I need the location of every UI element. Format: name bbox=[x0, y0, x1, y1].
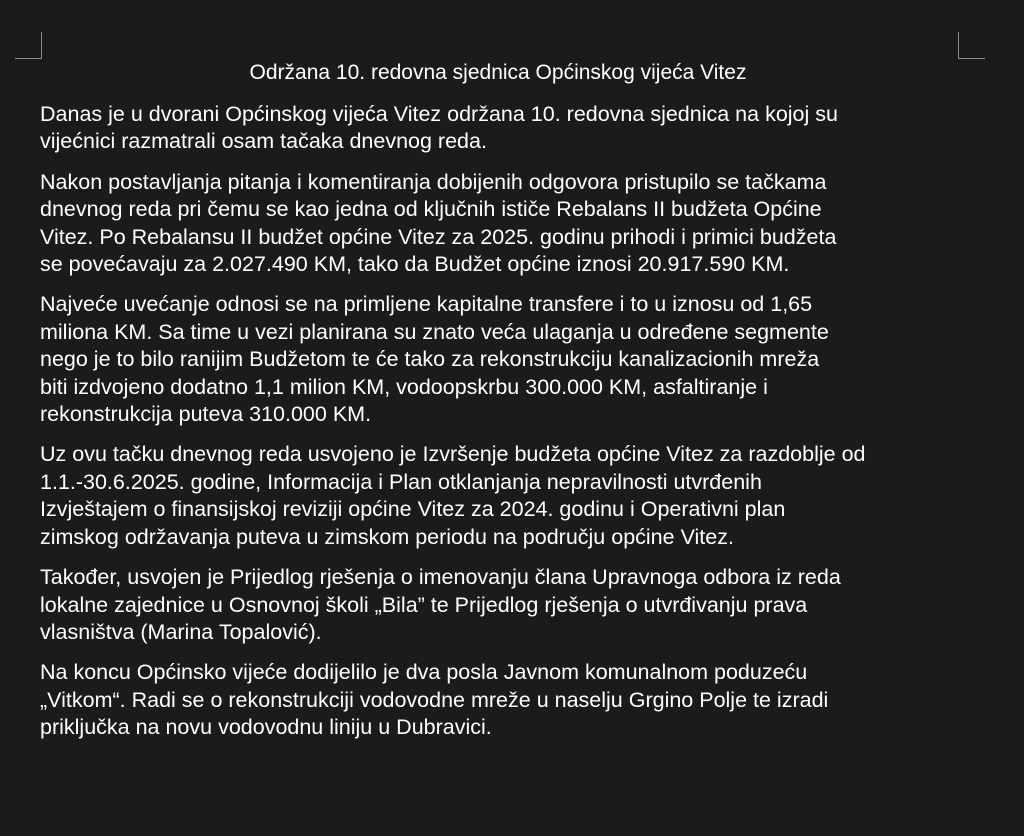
paragraph-line: biti izdvojeno dodatno 1,1 milion KM, vodoopskrbu 300.000 KM, asfaltiranje i bbox=[40, 374, 768, 399]
paragraph-line: se povećavaju za 2.027.490 KM, tako da Budžet općine iznosi 20.917.590 KM. bbox=[40, 252, 790, 277]
paragraph-line: Danas je u dvorani Općinskog vijeća Vitez održana 10. redovna sjednica na kojoj su bbox=[40, 102, 838, 126]
paragraph-line: Najveće uvećanje odnosi se na primljene kapitalne transfere i to u iznosu od 1,65 bbox=[40, 292, 813, 317]
paragraph-line: nego je to bilo ranijim Budžetom te će tako za rekonstrukciju kanalizacionih mreža bbox=[40, 347, 820, 372]
crop-mark-top-left bbox=[15, 32, 42, 59]
paragraph-line: Uz ovu tačku dnevnog reda usvojeno je Izvršenje budžeta općine Vitez za razdoblje od bbox=[40, 442, 866, 467]
paragraph-line: „Vitkom“. Radi se o rekonstrukciji vodovodne mreže u naselju Grgino Polje te izradi bbox=[40, 687, 829, 712]
paragraph-line: lokalne zajednice u Osnovnoj školi „Bila” te Prijedlog rješenja o utvrđivanju prava bbox=[40, 592, 808, 617]
document-title: Održana 10. redovna sjednica Općinskog vijeća Vitez bbox=[249, 61, 747, 84]
paragraph-2 bbox=[40, 169, 995, 279]
paragraph-line: zimskog održavanja puteva u zimskom periodu na području općine Vitez. bbox=[40, 524, 734, 549]
paragraph-line: Na koncu Općinsko vijeće dodijelilo je dva posla Javnom komunalnom poduzeću bbox=[40, 660, 808, 685]
paragraph-line: 1.1.-30.6.2025. godine, Informacija i Plan otklanjanja nepravilnosti utvrđenih bbox=[40, 469, 762, 494]
paragraph-3 bbox=[40, 291, 995, 428]
paragraph-5 bbox=[40, 564, 995, 646]
crop-mark-top-right bbox=[958, 32, 985, 59]
paragraph-line: vlasništva (Marina Topalović). bbox=[40, 619, 322, 644]
paragraph-line: priključka na novu vodovodnu liniju u Dubravici. bbox=[40, 715, 492, 740]
paragraph-line: rekonstrukcija puteva 310.000 KM. bbox=[40, 402, 372, 427]
paragraph-4 bbox=[40, 441, 995, 551]
paragraph-6 bbox=[40, 659, 995, 741]
paragraph-1 bbox=[40, 101, 995, 156]
paragraph-line: vijećnici razmatrali osam tačaka dnevnog reda. bbox=[40, 129, 487, 154]
paragraph-line: Nakon postavljanja pitanja i komentiranja dobijenih odgovora pristupilo se tačkama bbox=[40, 169, 827, 194]
paragraph-line: Također, usvojen je Prijedlog rješenja o imenovanju člana Upravnoga odbora iz reda bbox=[40, 565, 841, 590]
paragraph-line: miliona KM. Sa time u vezi planirana su znato veća ulaganja u određene segmente bbox=[40, 319, 829, 344]
paragraph-line: Izvještajem o finansijskoj reviziji općine Vitez za 2024. godinu i Operativni plan bbox=[40, 497, 786, 522]
paragraph-line: dnevnog reda pri čemu se kao jedna od ključnih ističe Rebalans II budžeta Općine bbox=[40, 197, 822, 222]
document-body bbox=[40, 101, 995, 755]
paragraph-line: Vitez. Po Rebalansu II budžet općine Vitez za 2025. godinu prihodi i primici budžeta bbox=[40, 224, 837, 249]
